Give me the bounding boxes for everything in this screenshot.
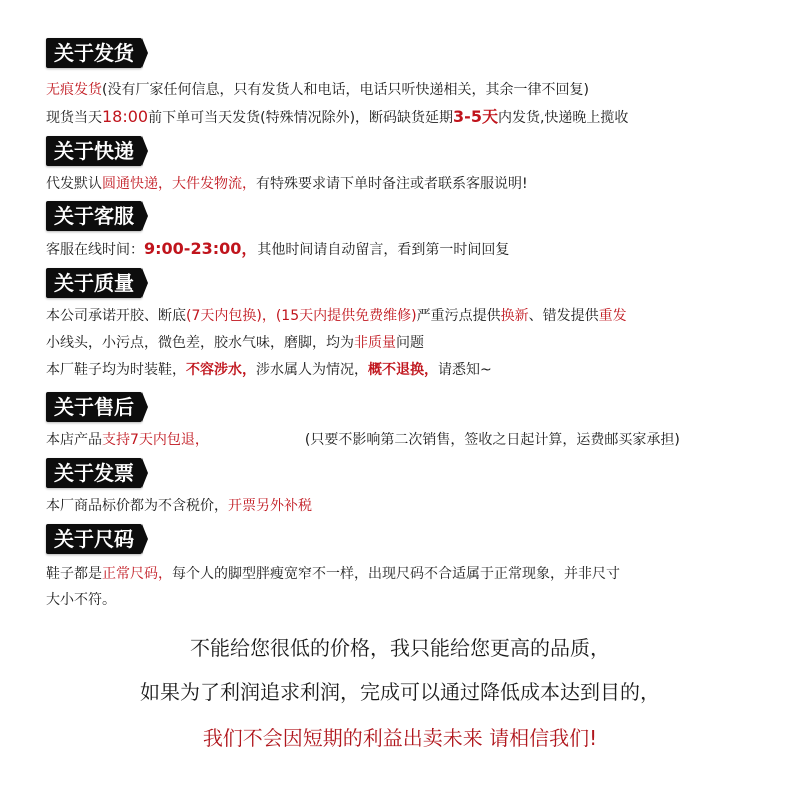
service-hours: 9:00-23:00，: [144, 239, 258, 258]
quality-guarantee: (7天内包换)，(15天内提供免费维修): [186, 308, 417, 324]
size-text-2: 大小不符。: [46, 592, 116, 608]
quality-no-return: 概不退换，: [368, 362, 438, 378]
quality-text-a: 本公司承诺开胶、断底: [46, 308, 186, 324]
service-line: [46, 239, 509, 260]
shipping-cutoff-time: 18:00: [102, 107, 149, 126]
quality-text-3c: 涉水属人为情况，: [256, 362, 368, 378]
courier-highlight: 圆通快递，大件发物流，: [102, 176, 256, 192]
quality-line-2: [46, 333, 424, 353]
quality-text-c: 严重污点提供: [416, 308, 501, 324]
section-title-courier: 关于快递: [54, 139, 134, 163]
shipping-text-c: 内发货,快递晚上揽收: [497, 110, 629, 126]
section-header-quality: [46, 268, 142, 298]
quality-reship: 重发: [598, 308, 627, 324]
quality-text-2a: 小线头，小污点，微色差，胶水气味，磨脚，均为: [46, 335, 354, 351]
section-header-invoice: [46, 458, 142, 488]
service-text-a: 客服在线时间：: [46, 242, 144, 258]
shipping-text-b: 前下单可当天发货(特殊情况除外)，断码缺货延期: [148, 110, 454, 126]
shipping-line-1: [46, 80, 589, 100]
closing-line-3: 我们不会因短期的利益出卖未来 请相信我们!: [202, 726, 598, 750]
size-text-c: 每个人的脚型胖瘦宽窄不一样，出现尺码不合适属于正常现象，并非尺寸: [172, 566, 620, 582]
quality-text-2c: 问题: [396, 335, 424, 351]
section-title-shipping: 关于发货: [54, 41, 134, 65]
quality-line-3: [46, 360, 492, 380]
shipping-highlight: 无痕发货: [46, 82, 102, 98]
aftersale-line: [46, 430, 680, 450]
section-title-size: 关于尺码: [54, 527, 134, 551]
courier-text-a: 代发默认: [46, 176, 102, 192]
service-text-c: 其他时间请自动留言，看到第一时间回复: [257, 242, 510, 258]
section-header-size: [46, 524, 142, 554]
section-header-courier: [46, 136, 142, 166]
size-text-a: 鞋子都是: [46, 566, 102, 582]
closing-line-1: 不能给您很低的价格，我只能给您更高的品质，: [190, 636, 610, 660]
aftersale-return-policy: 支持7天内包退，: [102, 432, 209, 448]
quality-replace: 换新: [500, 308, 529, 324]
quality-text-3a: 本厂鞋子均为时装鞋，: [46, 362, 186, 378]
quality-no-water: 不容涉水，: [186, 362, 256, 378]
courier-line: [46, 174, 528, 194]
quality-text-e: 、错发提供: [528, 308, 599, 324]
quality-non-quality: 非质量: [354, 335, 396, 351]
quality-text-3e: 请悉知~: [438, 362, 492, 378]
closing-line-2: 如果为了利润追求利润，完成可以通过降低成本达到目的，: [140, 680, 660, 704]
shipping-line-2: [46, 107, 628, 128]
shipping-note: (没有厂家任何信息，只有发货人和电话，电话只听快递相关，其余一律不回复): [102, 82, 589, 98]
invoice-tax-note: 开票另外补税: [228, 498, 312, 514]
size-line-1: [46, 564, 620, 584]
section-title-service: 关于客服: [54, 204, 134, 228]
section-title-aftersale: 关于售后: [54, 395, 134, 419]
size-normal: 正常尺码，: [102, 566, 172, 582]
aftersale-text-c: (只要不影响第二次销售，签收之日起计算，运费邮买家承担): [304, 432, 680, 448]
section-title-invoice: 关于发票: [54, 461, 134, 485]
section-title-quality: 关于质量: [54, 271, 134, 295]
shipping-text-a: 现货当天: [46, 110, 102, 126]
section-header-aftersale: [46, 392, 142, 422]
aftersale-text-a: 本店产品: [46, 432, 102, 448]
section-header-shipping: [46, 38, 142, 68]
invoice-line: [46, 496, 312, 516]
shipping-delay-days: 3-5天: [453, 107, 498, 126]
courier-text-c: 有特殊要求请下单时备注或者联系客服说明!: [256, 176, 528, 192]
invoice-text-a: 本厂商品标价都为不含税价，: [46, 498, 228, 514]
section-header-service: [46, 201, 142, 231]
size-line-2: [46, 590, 116, 610]
quality-line-1: [46, 306, 627, 326]
